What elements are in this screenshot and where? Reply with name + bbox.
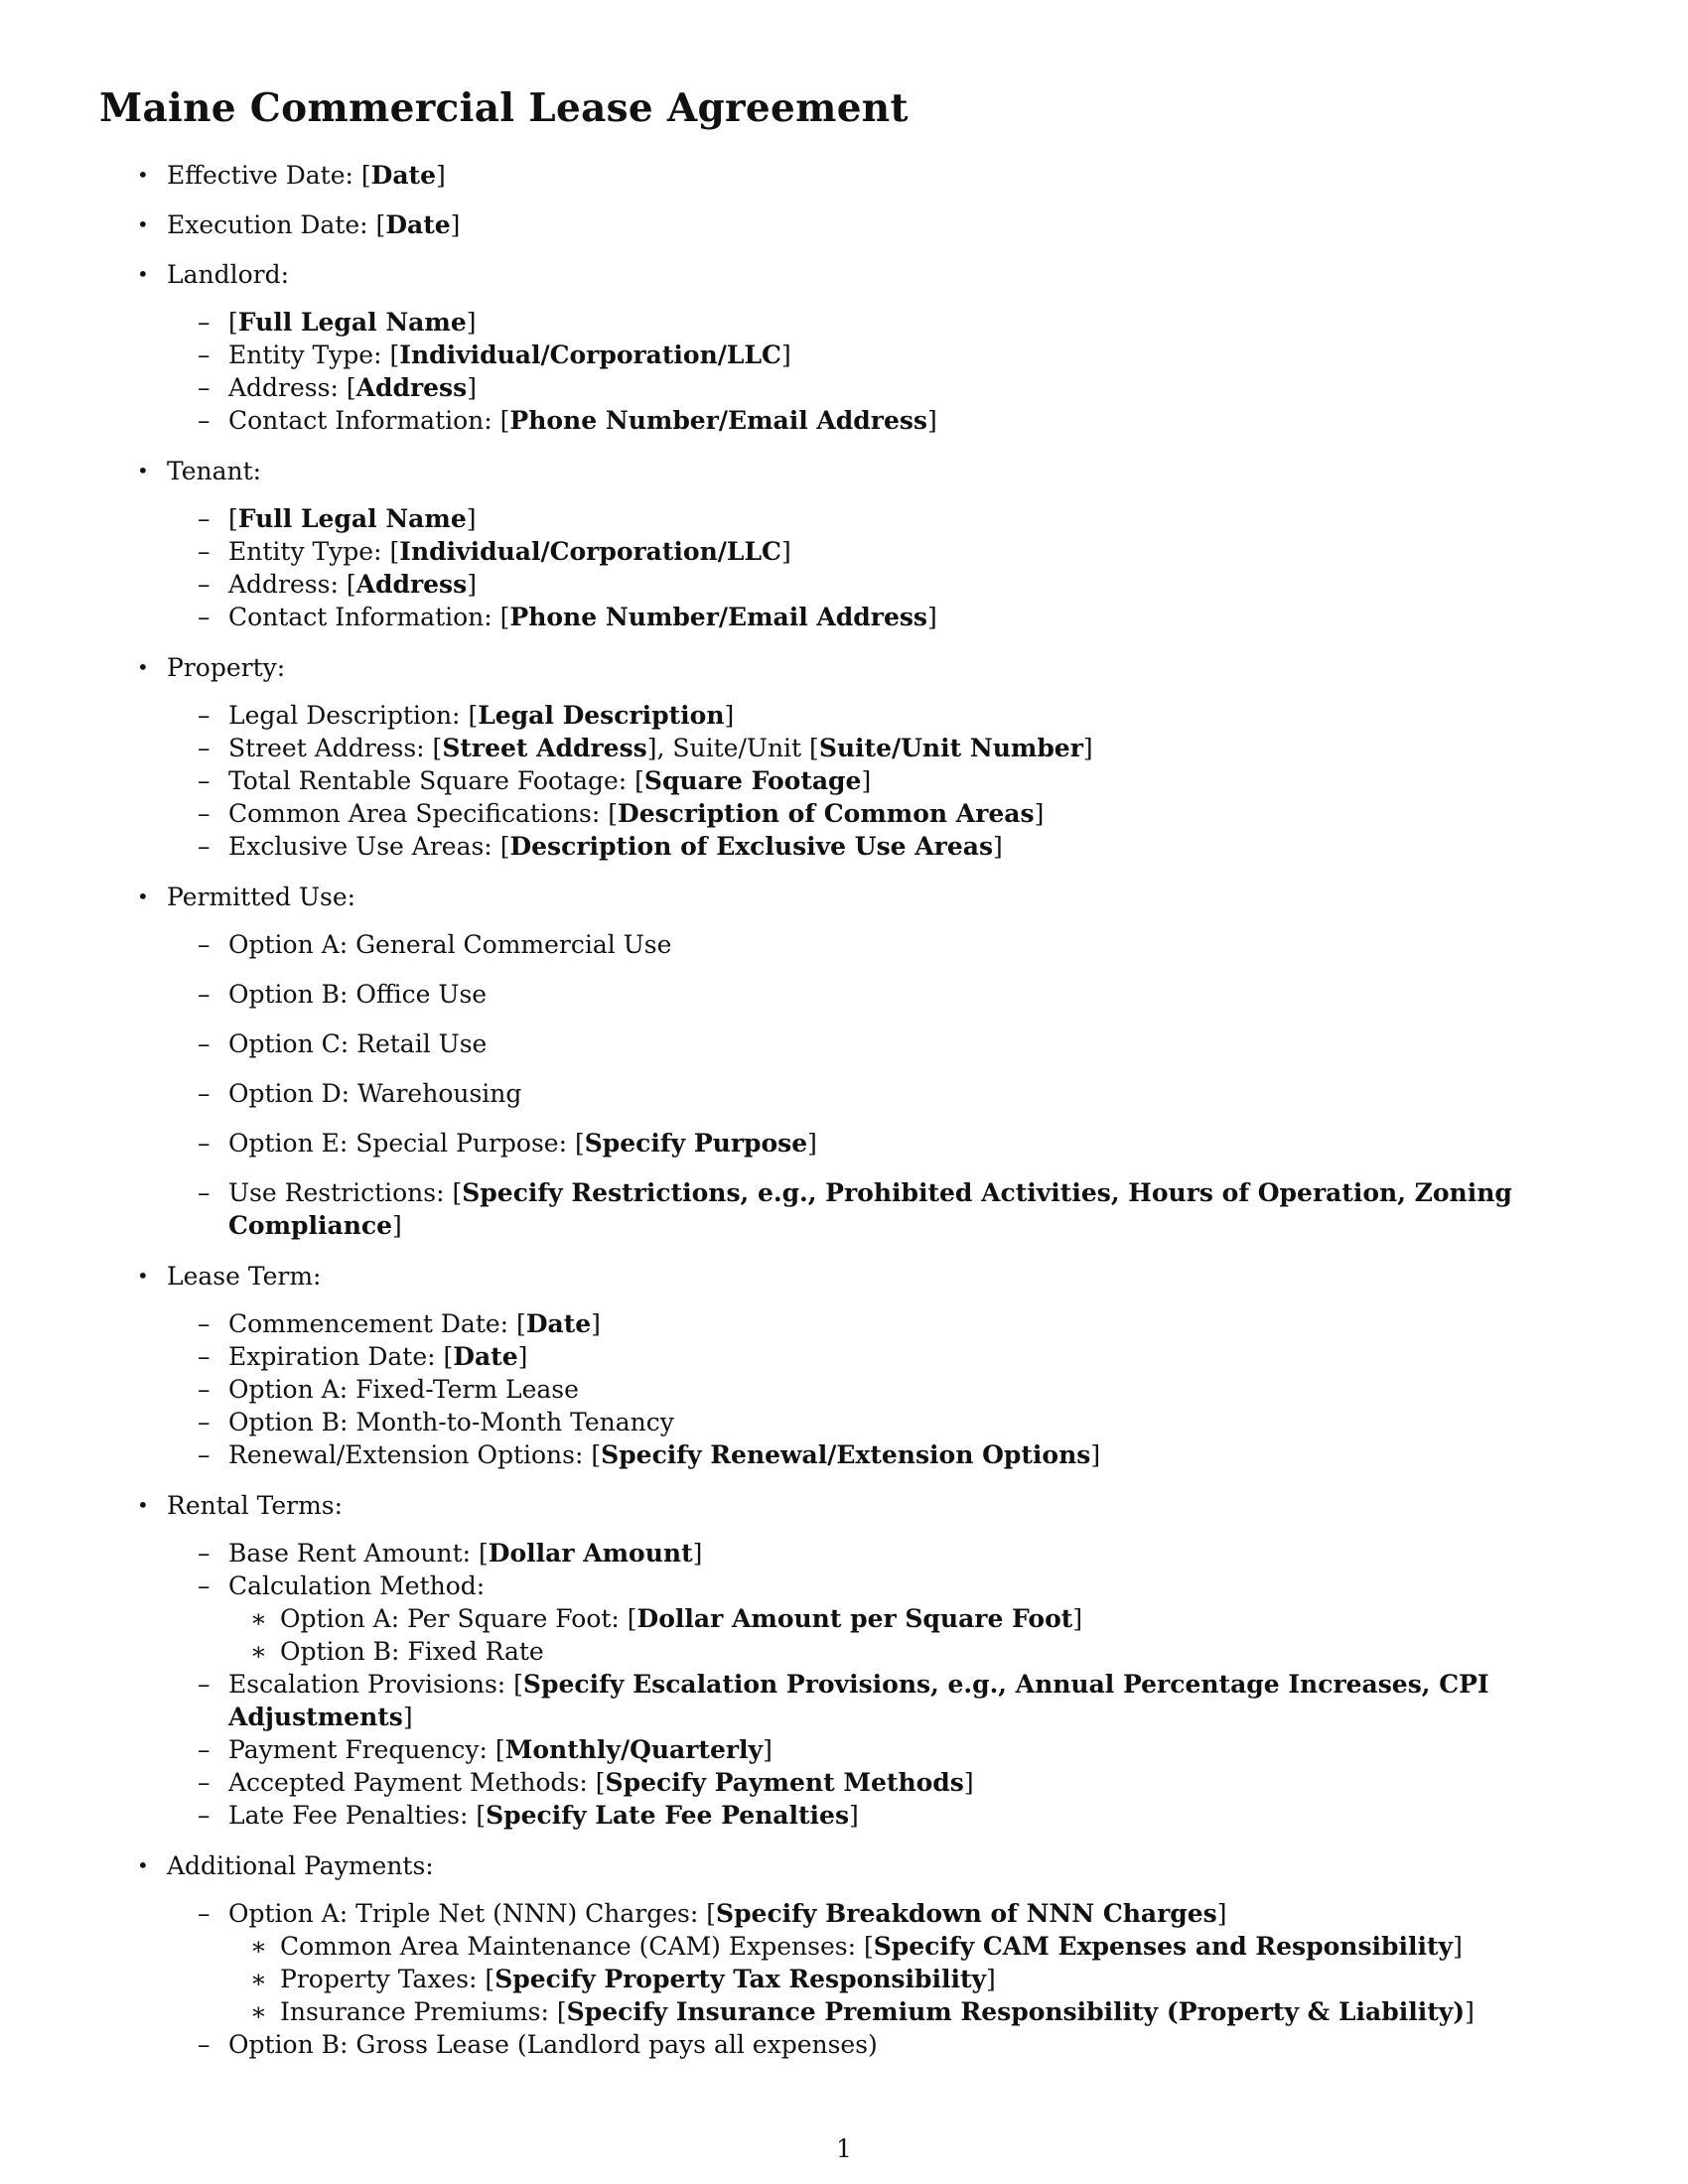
bullet-icon: • [137,1493,149,1517]
bullet-icon: • [137,885,149,908]
bullet-icon: • [137,212,149,236]
use-option-d: – Option D: Warehousing [198,1079,522,1108]
property-sqft: – Total Rentable Square Footage: [Square Footage] [198,766,872,795]
document-body [0,159,1688,2079]
tenant-name: – [Full Legal Name] [198,504,477,533]
item-permitted-use: • Permitted Use: [137,883,356,911]
lease-option-b: – Option B: Month-to-Month Tenancy [198,1408,674,1436]
asterisk-icon: ∗ [250,1604,267,1633]
use-option-a: – Option A: General Commercial Use [198,930,672,959]
dash-icon: – [198,603,211,631]
dash-icon: – [198,1768,211,1797]
payment-insurance: ∗ Insurance Premiums: [Specify Insurance Premium Responsibility (Property & Liability)] [250,1997,1475,2026]
additional-payments-details [0,1897,1688,2061]
property-legal: – Legal Description: [Legal Description] [198,701,735,730]
dash-icon: – [198,308,211,337]
dash-icon: – [198,341,211,369]
landlord-contact: – Contact Information: [Phone Number/Email Address] [198,406,937,435]
dash-icon: – [198,766,211,795]
bullet-icon: • [137,459,149,482]
item-execution-date: • Execution Date: [Date] [137,210,461,239]
tenant-contact: – Contact Information: [Phone Number/Email Address] [198,603,937,631]
dash-icon: – [198,2030,211,2059]
bullet-icon: • [137,1853,149,1877]
landlord-entity: – Entity Type: [Individual/Corporation/LLC] [198,341,791,369]
item-additional-payments: • Additional Payments: [137,1851,434,1880]
bullet-icon: • [137,163,149,187]
property-common: – Common Area Specifications: [Description of Common Areas] [198,799,1045,828]
item-effective-date: • Effective Date: [Date] [137,161,446,190]
dash-icon: – [198,980,211,1009]
bullet-icon: • [137,1264,149,1288]
rent-calculation: – Calculation Method: [198,1571,486,1600]
dash-icon: – [198,1178,211,1207]
asterisk-icon: ∗ [250,1932,267,1961]
dash-icon: – [198,1440,211,1469]
dash-icon: – [198,1129,211,1158]
property-exclusive: – Exclusive Use Areas: [Description of Exclusive Use Areas] [198,832,1003,861]
rent-escalation: – Escalation Provisions: [Specify Escalation Provisions, e.g., Annual Percentage Increases, CPI Adjustments] [198,1670,1489,1731]
rent-methods: – Accepted Payment Methods: [Specify Payment Methods] [198,1768,974,1797]
dash-icon: – [198,832,211,861]
dash-icon: – [198,570,211,599]
payment-cam: ∗ Common Area Maintenance (CAM) Expenses: [Specify CAM Expenses and Responsibility] [250,1932,1463,1961]
rental-terms-details [0,1537,1688,1832]
dash-icon: – [198,504,211,533]
item-lease-term: • Lease Term: [137,1262,322,1291]
dash-icon: – [198,1571,211,1600]
landlord-details [0,306,1688,437]
asterisk-icon: ∗ [250,1997,267,2026]
landlord-name: – [Full Legal Name] [198,308,477,337]
item-tenant: • Tenant: [137,457,262,485]
dash-icon: – [198,1408,211,1436]
dash-icon: – [198,1309,211,1338]
use-restrictions: – Use Restrictions: [Specify Restrictions, e.g., Prohibited Activities, Hours of Operation, Zoning Compliance] [198,1178,1512,1240]
dash-icon: – [198,1029,211,1058]
bullet-icon: • [137,262,149,286]
dash-icon: – [198,1899,211,1928]
payment-nnn: – Option A: Triple Net (NNN) Charges: [Specify Breakdown of NNN Charges] [198,1899,1227,1928]
item-landlord: • Landlord: [137,260,290,289]
dash-icon: – [198,537,211,566]
dash-icon: – [198,930,211,959]
item-rental-terms: • Rental Terms: [137,1491,344,1520]
page-number: 1 [836,2134,852,2163]
dash-icon: – [198,701,211,730]
dash-icon: – [198,1670,211,1699]
lease-renewal: – Renewal/Extension Options: [Specify Renewal/Extension Options] [198,1440,1101,1469]
rent-calc-option-b: ∗ Option B: Fixed Rate [250,1637,544,1666]
permitted-use-details [0,928,1688,1242]
dash-icon: – [198,1801,211,1830]
dash-icon: – [198,406,211,435]
asterisk-icon: ∗ [250,1965,267,1993]
dash-icon: – [198,1735,211,1764]
dash-icon: – [198,373,211,402]
property-details [0,699,1688,863]
payment-gross: – Option B: Gross Lease (Landlord pays all expenses) [198,2030,878,2059]
rent-base: – Base Rent Amount: [Dollar Amount] [198,1539,703,1568]
bullet-icon: • [137,655,149,679]
document-title: Maine Commercial Lease Agreement [99,85,909,131]
lease-commencement: – Commencement Date: [Date] [198,1309,601,1338]
dash-icon: – [198,799,211,828]
property-street: – Street Address: [Street Address], Suite/Unit [Suite/Unit Number] [198,734,1093,762]
dash-icon: – [198,1375,211,1404]
lease-option-a: – Option A: Fixed-Term Lease [198,1375,579,1404]
landlord-address: – Address: [Address] [198,373,477,402]
item-property: • Property: [137,653,286,682]
tenant-details [0,502,1688,633]
dash-icon: – [198,1342,211,1371]
dash-icon: – [198,1079,211,1108]
tenant-entity: – Entity Type: [Individual/Corporation/LLC] [198,537,791,566]
use-option-b: – Option B: Office Use [198,980,488,1009]
lease-expiration: – Expiration Date: [Date] [198,1342,528,1371]
use-option-c: – Option C: Retail Use [198,1029,488,1058]
rent-calc-option-a: ∗ Option A: Per Square Foot: [Dollar Amount per Square Foot] [250,1604,1083,1633]
asterisk-icon: ∗ [250,1637,267,1666]
tenant-address: – Address: [Address] [198,570,477,599]
lease-term-details [0,1307,1688,1471]
use-option-e: – Option E: Special Purpose: [Specify Purpose] [198,1129,817,1158]
dash-icon: – [198,734,211,762]
payment-tax: ∗ Property Taxes: [Specify Property Tax Responsibility] [250,1965,996,1993]
dash-icon: – [198,1539,211,1568]
rent-late-fee: – Late Fee Penalties: [Specify Late Fee Penalties] [198,1801,859,1830]
rent-frequency: – Payment Frequency: [Monthly/Quarterly] [198,1735,773,1764]
